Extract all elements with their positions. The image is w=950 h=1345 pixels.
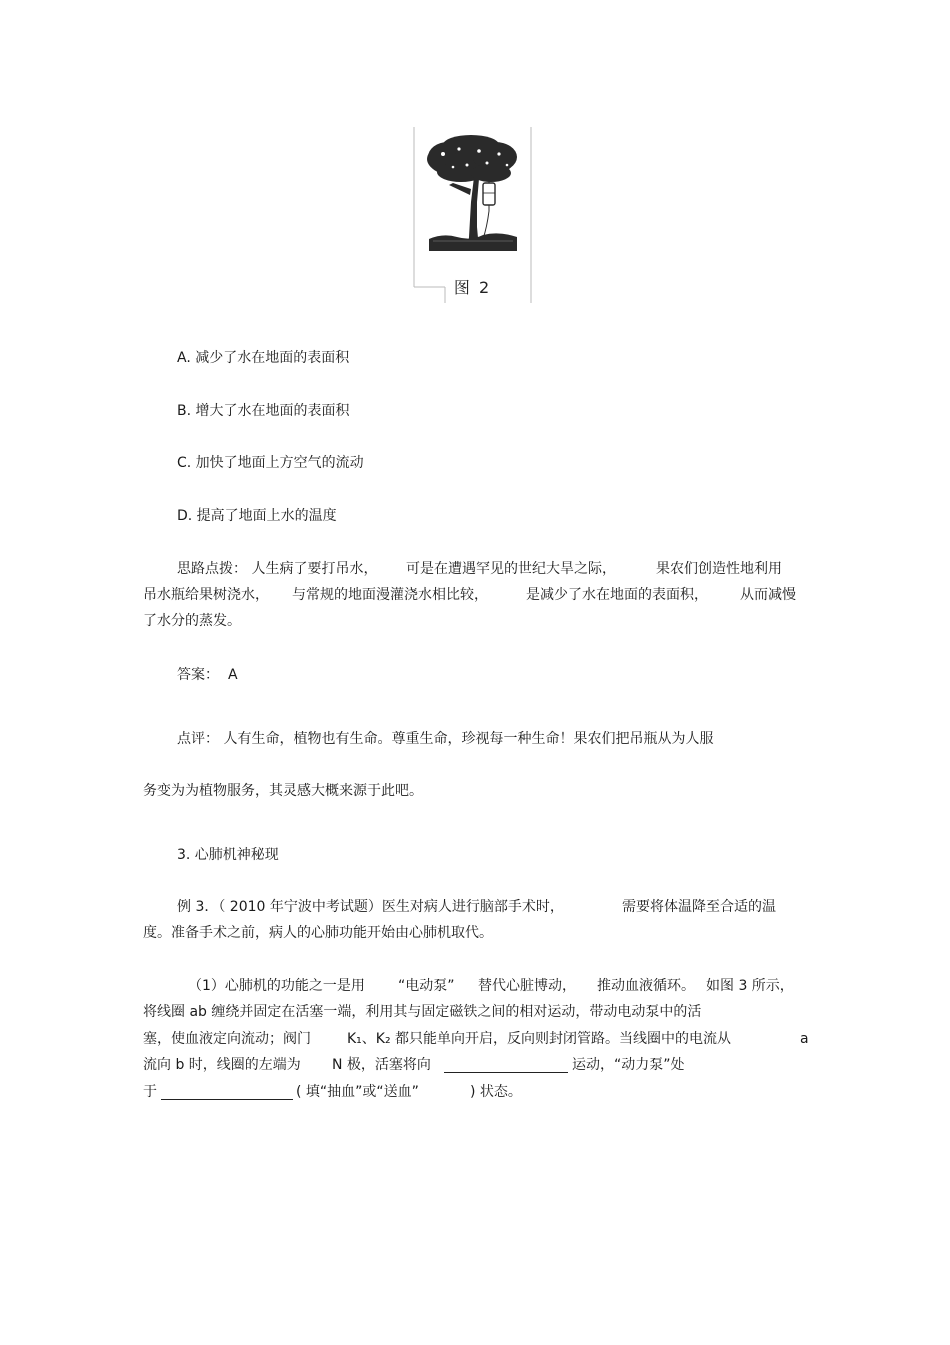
option-a: A. 减少了水在地面的表面积 <box>177 350 350 366</box>
question-line1-d: 推动血液循环。 <box>597 978 695 994</box>
analysis-line1-c: 果农们创造性地利用 <box>656 561 782 577</box>
question-line4-c: 运动，“动力泵”处 <box>572 1057 685 1073</box>
question-line5-b: ( 填“抽血”或“送血” <box>296 1084 419 1100</box>
analysis-line1-b: 可是在遭遇罕见的世纪大旱之际， <box>406 561 616 577</box>
analysis-line2-c: 是减少了水在地面的表面积， <box>526 587 708 603</box>
question-line3-a: 塞，使血液定向流动；阀门 <box>143 1031 311 1047</box>
option-b: B. 增大了水在地面的表面积 <box>177 403 350 419</box>
answer-label: 答案： <box>177 667 219 683</box>
example-line1-a: 例 3．（ 2010 年宁波中考试题）医生对病人进行脑部手术时， <box>177 899 564 915</box>
question-line1-a: （1）心肺机的功能之一是用 <box>188 978 365 994</box>
question-line4-a: 流向 b 时，线圈的左端为 <box>143 1057 301 1073</box>
question-line5-c: ) 状态。 <box>470 1084 522 1100</box>
comment-line2: 务变为为植物服务，其灵感大概来源于此吧。 <box>143 783 423 799</box>
analysis-line3: 了水分的蒸发。 <box>143 613 241 629</box>
question-line5-a: 于 <box>143 1084 157 1100</box>
question-line2: 将线圈 ab 缠绕并固定在活塞一端，利用其与固定磁铁之间的相对运动，带动电动泵中的活 <box>143 1004 702 1020</box>
answer-blank-direction[interactable] <box>444 1058 568 1073</box>
analysis-line1-a: 思路点拨： 人生病了要打吊水， <box>177 561 378 577</box>
question-line4-b: N 极，活塞将向 <box>332 1057 431 1073</box>
answer-value: A <box>228 667 238 683</box>
question-line1-b: “电动泵” <box>398 978 455 994</box>
figure-caption: 图 2 <box>453 278 492 297</box>
question-line3-c: a <box>800 1031 809 1047</box>
question-line1-c: 替代心脏博动， <box>478 978 576 994</box>
figure-2 <box>413 127 532 303</box>
option-c: C. 加快了地面上方空气的流动 <box>177 455 364 471</box>
option-d: D. 提高了地面上水的温度 <box>177 508 337 524</box>
example-line2: 度。准备手术之前，病人的心肺功能开始由心肺机取代。 <box>143 925 493 941</box>
question-line1-e: 如图 3 所示， <box>706 978 794 994</box>
section-title: 3. 心肺机神秘现 <box>177 847 279 863</box>
question-line3-b: K₁、K₂ 都只能单向开启，反向则封闭管路。当线圈中的电流从 <box>347 1031 732 1047</box>
analysis-line2-b: 与常规的地面漫灌浇水相比较， <box>292 587 488 603</box>
example-line1-b: 需要将体温降至合适的温 <box>622 899 776 915</box>
analysis-line2-d: 从而减慢 <box>740 587 796 603</box>
comment-line1: 点评： 人有生命，植物也有生命。尊重生命，珍视每一种生命！果农们把吊瓶从为人服 <box>177 731 714 747</box>
analysis-line2-a: 吊水瓶给果树浇水， <box>143 587 269 603</box>
answer-blank-state[interactable] <box>161 1085 293 1100</box>
